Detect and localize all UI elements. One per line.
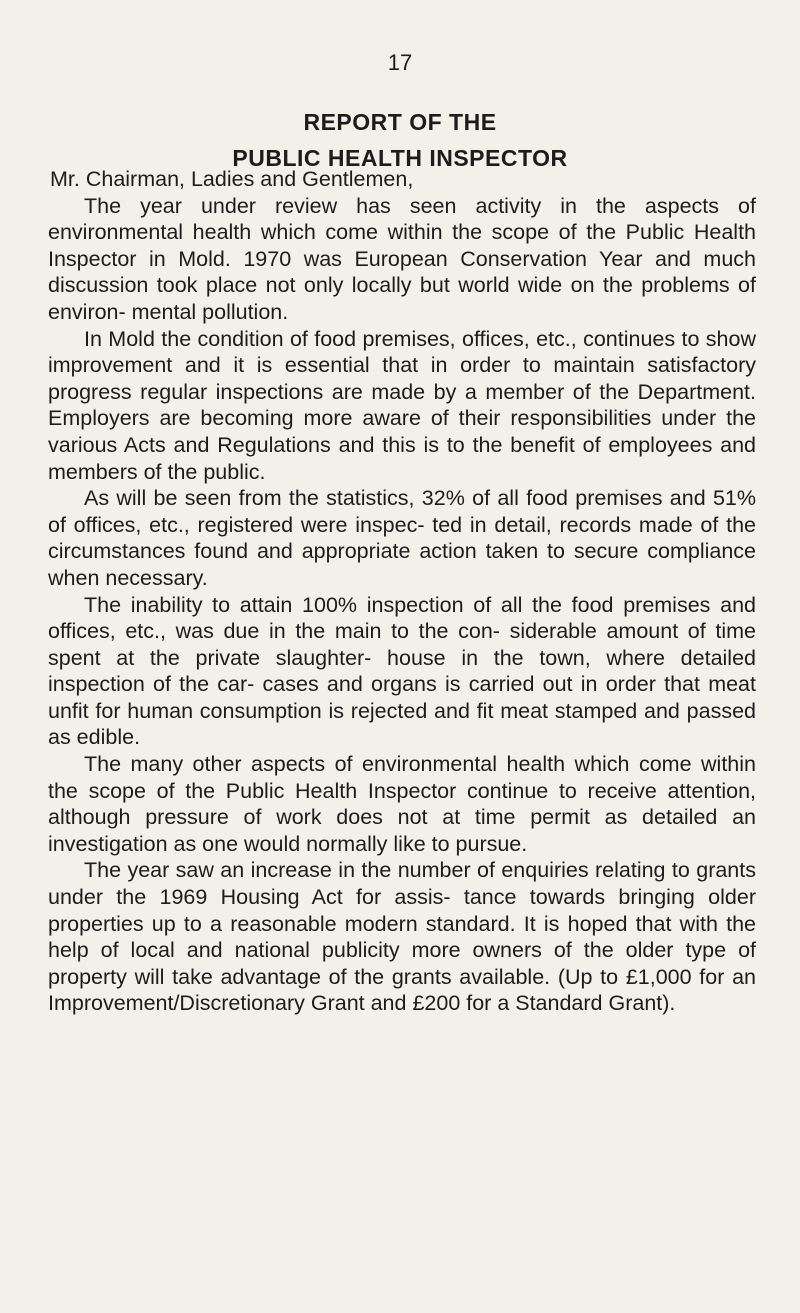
report-title-line-2: PUBLIC HEALTH INSPECTOR	[232, 145, 568, 171]
paragraph-3: As will be seen from the statistics, 32% of all food premises and 51% of offices, etc., registered were inspec- ted in detail, records made of the circumstances found and appropriate action taken to secure compliance when necessary.	[48, 486, 756, 590]
paragraph-1: The year under review has seen activity in the aspects of environmental health which come within the scope of the Public Health Inspector in Mold. 1970 was European Conservation Year and much discussion took place not only locally but world wide on the problems of environ- mental pollution.	[48, 193, 756, 324]
report-body	[48, 166, 756, 1017]
report-title-line-1: REPORT OF THE	[303, 109, 497, 135]
paragraph-4: The inability to attain 100% inspection of all the food premises and offices, etc., was due in the main to the con- siderable amount of time spent at the private slaughter- house in the town, where detailed inspection of the car- cases and organs is carried out in order that meat unfit for human consumption is rejected and fit meat stamped and passed as edible.	[48, 592, 756, 750]
page-number: 17	[387, 50, 413, 75]
paragraph-2: In Mold the condition of food premises, offices, etc., continues to show improvement and it is essential that in order to maintain satisfactory progress regular inspections are made by a member of the Department. Employers are becoming more aware of their responsibilities under the various Acts and Regulations and this is to the benefit of employees and members of the public.	[48, 326, 756, 484]
paragraph-5: The many other aspects of environmental health which come within the scope of the Public Health Inspector continue to receive attention, although pressure of work does not at time permit as detailed an investigation as one would normally like to pursue.	[48, 752, 756, 856]
paragraph-6: The year saw an increase in the number of enquiries relating to grants under the 1969 Housing Act for assis- tance towards bringing older properties up to a reasonable modern standard. It is hoped that with the help of local and national publicity more owners of the older type of property will take advantage of the grants available. (Up to £1,000 for an Improvement/Discretionary Grant and £200 for a Standard Grant).	[48, 858, 756, 1016]
salutation: Mr. Chairman, Ladies and Gentlemen,	[50, 167, 414, 191]
